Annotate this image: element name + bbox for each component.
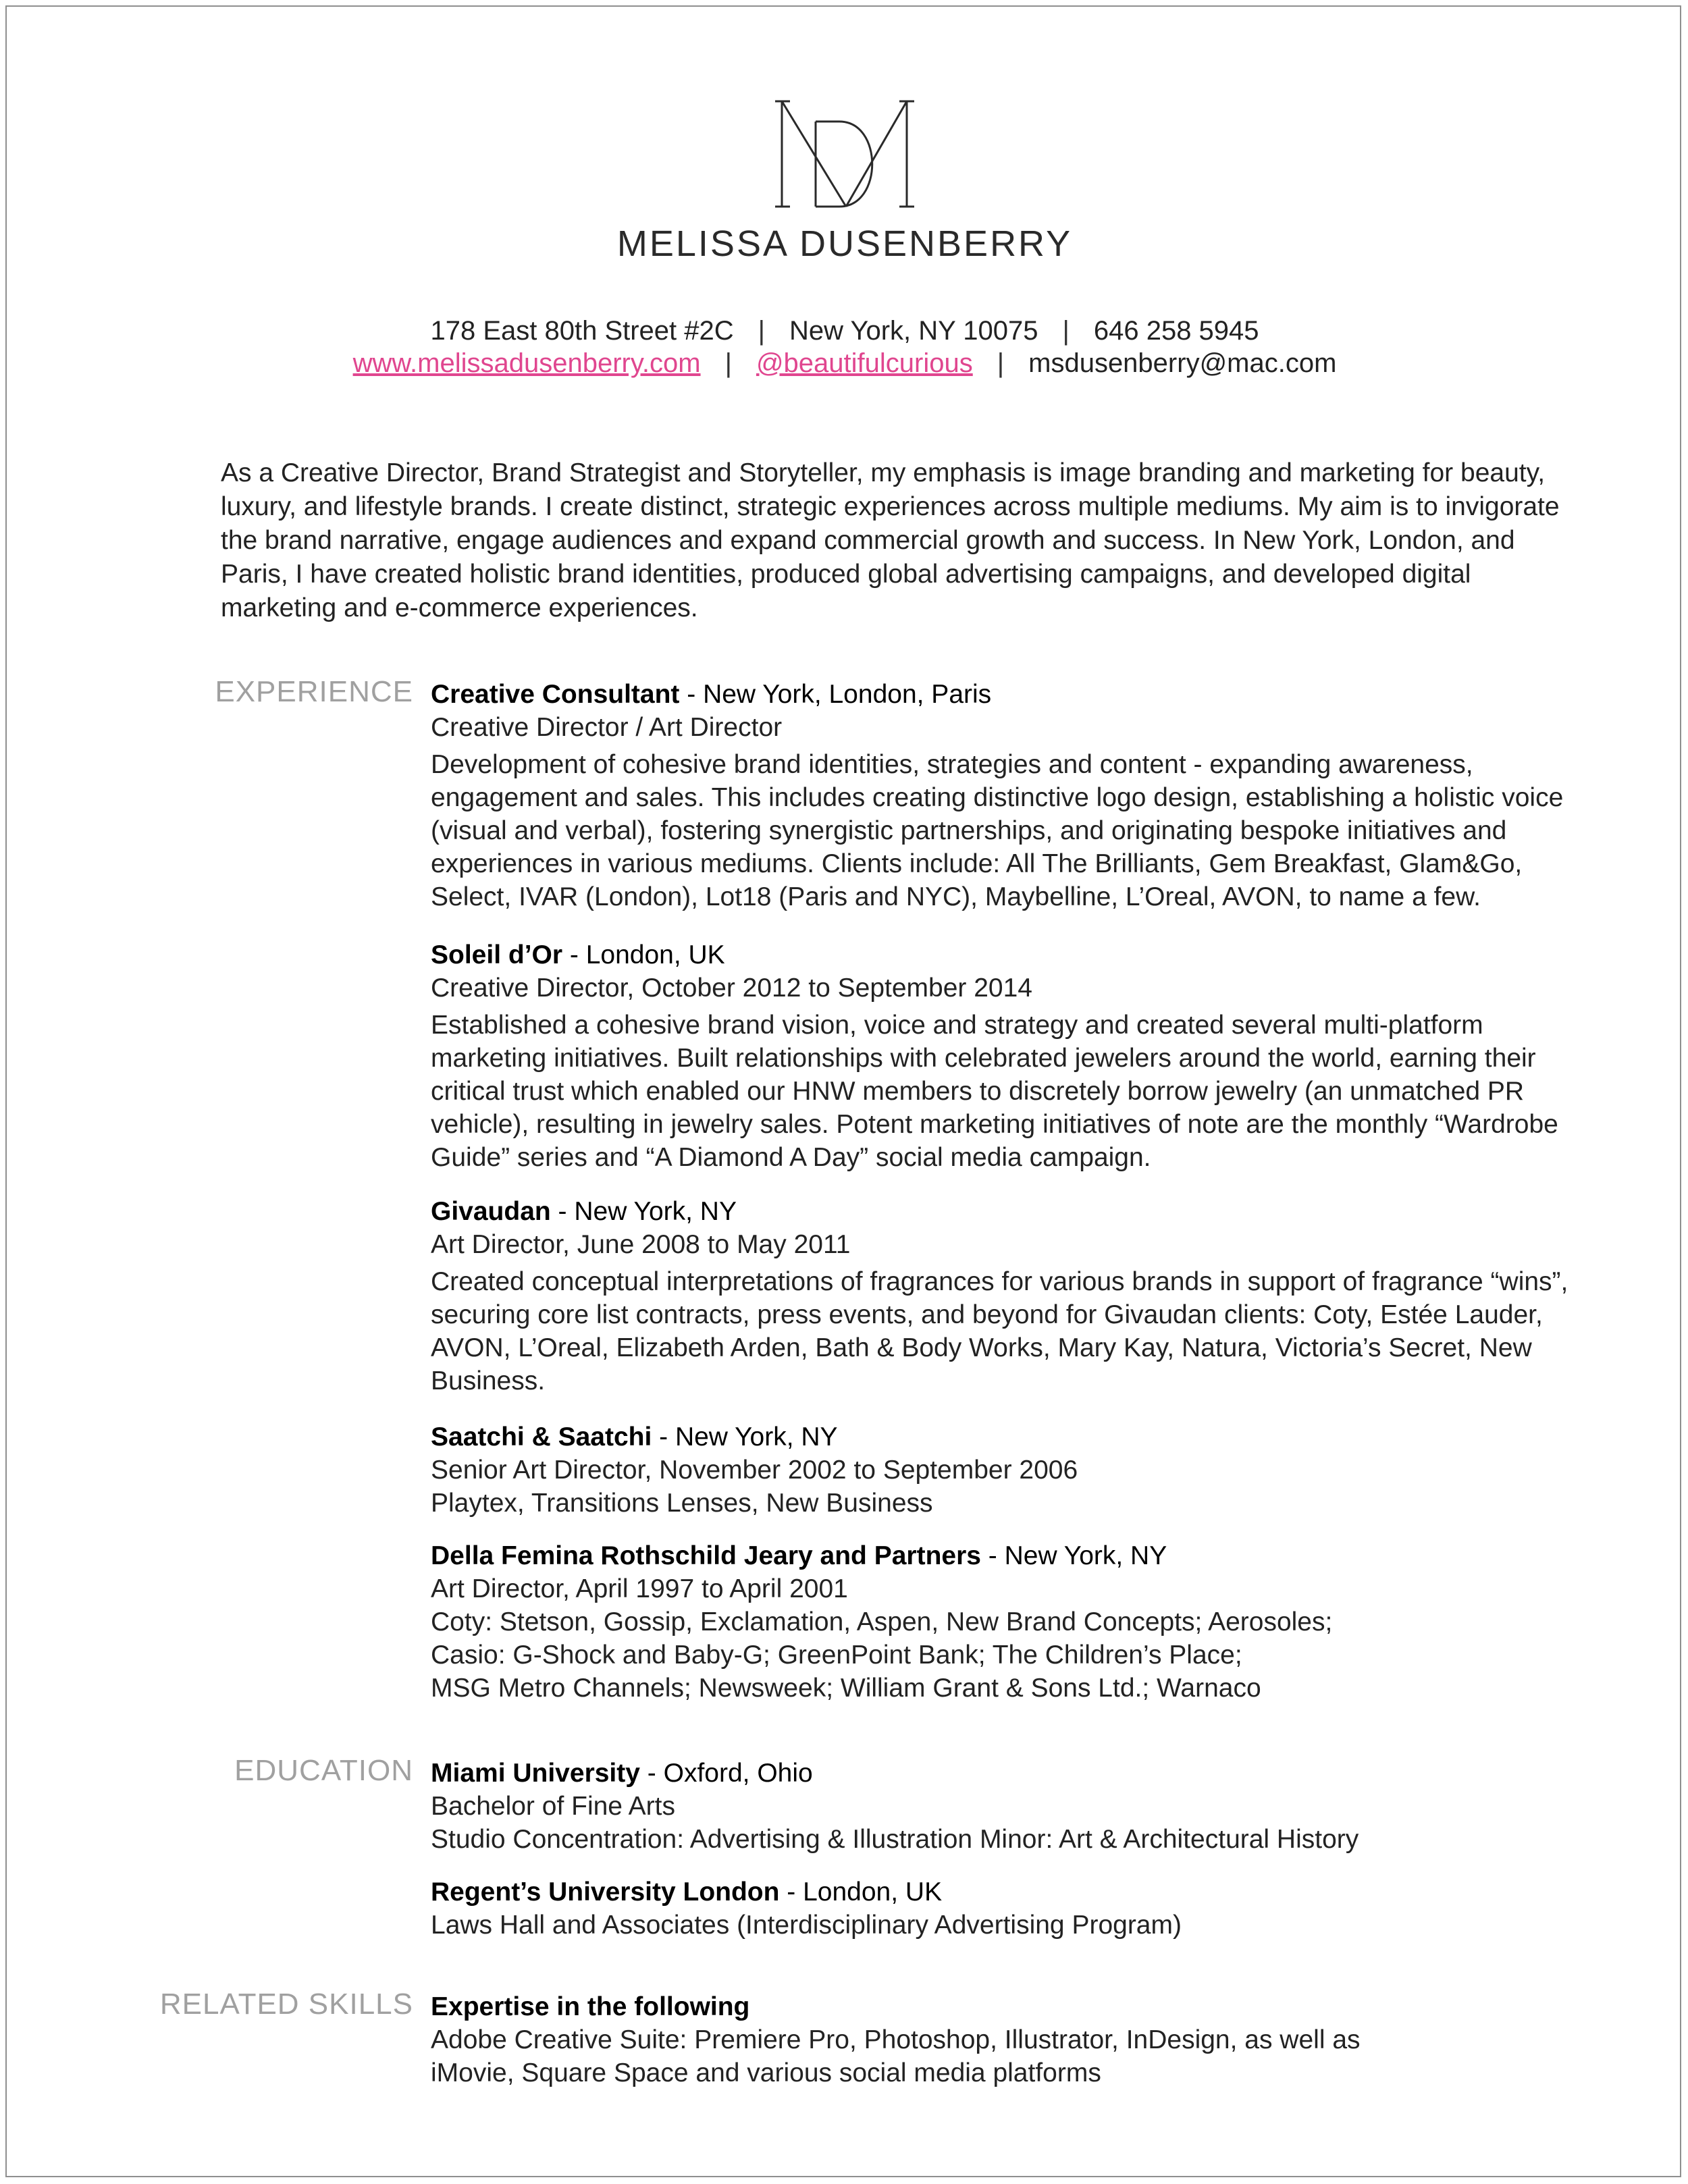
school-name: Miami University	[431, 1759, 640, 1788]
job-detail-line: Coty: Stetson, Gossip, Exclamation, Aspen, New Brand Concepts; Aerosoles;	[431, 1607, 1333, 1636]
website-link[interactable]: www.melissadusenberry.com	[352, 348, 701, 378]
school-name: Regent’s University London	[431, 1877, 780, 1907]
education-detail-line: Laws Hall and Associates (Interdisciplinary Advertising Program)	[431, 1911, 1182, 1940]
skills-heading: RELATED SKILLS	[159, 1988, 413, 2021]
school-location: - Oxford, Ohio	[639, 1759, 813, 1788]
company-name: Saatchi & Saatchi	[431, 1422, 652, 1451]
job-description: Development of cohesive brand identities, strategies and content - expanding awareness, engagement and sales. This includes creating distinctive logo design, establishing a holistic voice (visual and verbal), fostering synergistic partnerships, and originating bespoke initiatives and experiences in various mediums. Clients include: All The Brilliants, Gem Breakfast, Glam&Go, Select, IVAR (London), Lot18 (Paris and NYC), Maybelline, L’Oreal, AVON, to name a few.	[431, 750, 1564, 911]
job-title-line	[431, 938, 1592, 971]
skills-detail-line: iMovie, Square Space and various social media platforms	[431, 2058, 1101, 2087]
company-name: Givaudan	[431, 1197, 551, 1226]
job-entry	[431, 678, 1592, 913]
job-location: - New York, NY	[550, 1197, 737, 1226]
company-name: Della Femina Rothschild Jeary and Partners	[431, 1541, 981, 1570]
education-detail-line: Studio Concentration: Advertising & Illustration Minor: Art & Architectural History	[431, 1825, 1359, 1854]
social-link[interactable]: @beautifulcurious	[756, 348, 973, 378]
job-title-line	[431, 1539, 1592, 1572]
candidate-name: MELISSA DUSENBERRY	[616, 223, 1073, 264]
school-title-line	[431, 1875, 1592, 1909]
education-entry	[431, 1757, 1592, 1856]
job-role: Art Director, April 1997 to April 2001	[431, 1574, 848, 1603]
phone: 646 258 5945	[1093, 316, 1259, 346]
education-heading: EDUCATION	[234, 1754, 413, 1787]
contact-line-2	[7, 348, 1683, 379]
job-location: - London, UK	[562, 940, 725, 969]
separator: |	[997, 348, 1005, 378]
job-entry	[431, 1420, 1592, 1520]
job-title-line	[431, 1420, 1592, 1454]
job-location: - New York, NY	[652, 1422, 838, 1451]
separator: |	[758, 316, 766, 346]
job-detail-line: Playtex, Transitions Lenses, New Business	[431, 1489, 933, 1518]
job-role: Senior Art Director, November 2002 to September 2006	[431, 1456, 1078, 1485]
city: New York, NY 10075	[789, 316, 1038, 346]
separator: |	[1062, 316, 1070, 346]
job-entry	[431, 938, 1592, 1174]
school-location: - London, UK	[779, 1877, 943, 1907]
job-location: - New York, NY	[980, 1541, 1167, 1570]
education-detail-line: Bachelor of Fine Arts	[431, 1792, 676, 1821]
skills-title-line	[431, 1990, 1592, 2023]
job-entry	[431, 1539, 1592, 1705]
job-description: Created conceptual interpretations of fragrances for various brands in support of fragrance “wins”, securing core list contracts, press events, and beyond for Givaudan clients: Coty, Estée Lauder, AVON, L’Oreal, Elizabeth Arden, Bath & Body Works, Mary Kay, Natura, Victoria’s Secret, New Business.	[431, 1267, 1568, 1395]
summary-paragraph: As a Creative Director, Brand Strategist and Storyteller, my emphasis is image branding and marketing for beauty, luxury, and lifestyle brands. I create distinct, strategic experiences across multiple mediums. My aim is to invigorate the brand narrative, engage audiences and expand commercial growth and success. In New York, London, and Paris, I have created holistic brand identities, produced global advertising campaigns, and developed digital marketing and e-commerce experiences.	[221, 458, 1560, 622]
contact-line-1	[7, 316, 1683, 346]
email: msdusenberry@mac.com	[1028, 348, 1337, 378]
company-name: Creative Consultant	[431, 680, 680, 709]
job-entry	[431, 1195, 1592, 1397]
separator: |	[724, 348, 732, 378]
job-role: Creative Director, October 2012 to September 2014	[431, 974, 1032, 1003]
education-entry	[431, 1875, 1592, 1942]
md-monogram-logo	[775, 93, 917, 215]
experience-heading: EXPERIENCE	[215, 675, 413, 708]
skills-detail-line: Adobe Creative Suite: Premiere Pro, Photoshop, Illustrator, InDesign, as well as	[431, 2025, 1361, 2054]
company-name: Soleil d’Or	[431, 940, 563, 969]
resume-page	[5, 5, 1681, 2177]
job-description: Established a cohesive brand vision, voice and strategy and created several multi-platform marketing initiatives. Built relationships with celebrated jewelers around the world, earning their critical trust which enabled our HNW members to discretely borrow jewelry (an unmatched PR vehicle), resulting in jewelry sales. Potent marketing initiatives of note are the monthly “Wardrobe Guide” series and “A Diamond A Day” social media campaign.	[431, 1011, 1558, 1172]
job-detail-line: MSG Metro Channels; Newsweek; William Grant & Sons Ltd.; Warnaco	[431, 1674, 1261, 1703]
job-location: - New York, London, Paris	[679, 680, 992, 709]
job-detail-line: Casio: G-Shock and Baby-G; GreenPoint Bank; The Children’s Place;	[431, 1641, 1242, 1670]
skills-entry	[431, 1990, 1592, 2089]
job-role: Creative Director / Art Director	[431, 713, 783, 742]
school-title-line	[431, 1757, 1592, 1790]
job-role: Art Director, June 2008 to May 2011	[431, 1230, 851, 1259]
job-title-line	[431, 678, 1592, 711]
job-title-line	[431, 1195, 1592, 1228]
skills-title: Expertise in the following	[431, 1992, 750, 2021]
address: 178 East 80th Street #2C	[430, 316, 734, 346]
